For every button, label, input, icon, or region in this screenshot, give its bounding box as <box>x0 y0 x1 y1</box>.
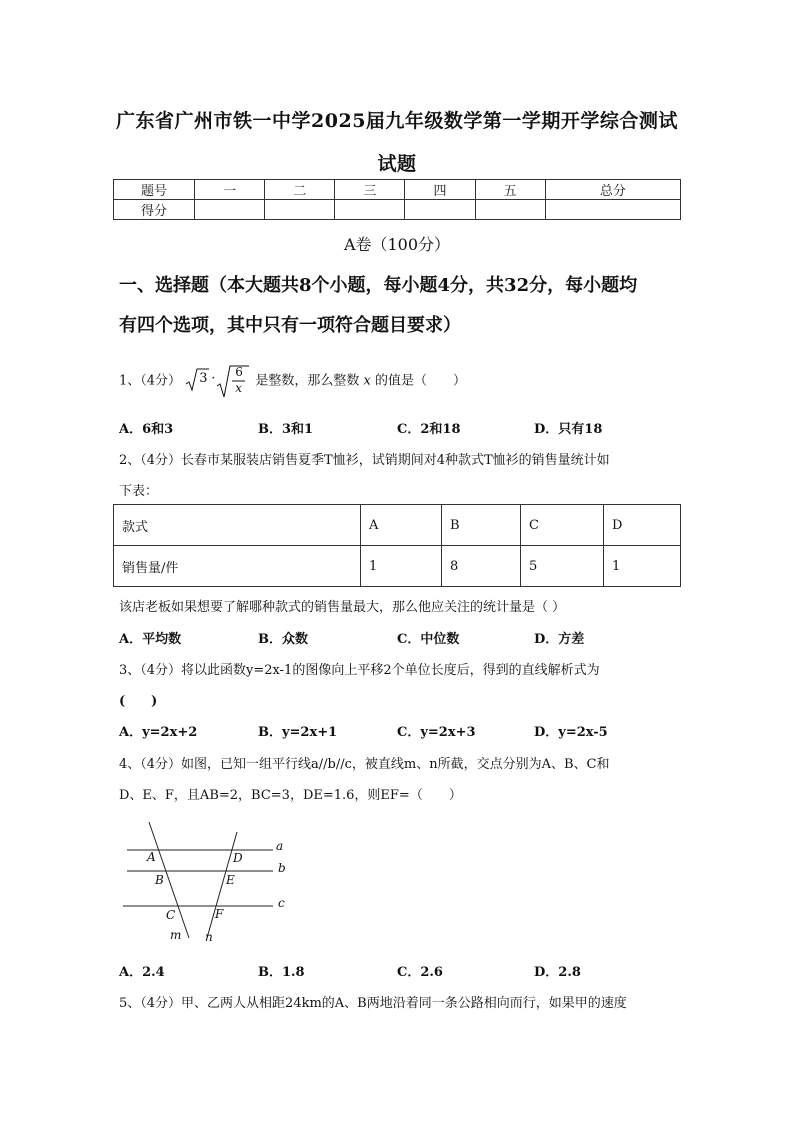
option-a[interactable]: A．平均数 <box>119 632 182 647</box>
question-2: 2、（4分）长春市某服装店销售夏季T恤衫，试销期间对4种款式T恤衫的销售量统计如 <box>119 453 610 468</box>
option-d[interactable]: D．y=2x-5 <box>534 725 608 740</box>
question-4-continued: D、E、F，且AB=2，BC=3，DE=1.6，则EF=（ ） <box>119 788 462 803</box>
question-text: 是整数，那么整数 <box>255 373 360 389</box>
option-c[interactable]: C．2.6 <box>397 965 443 980</box>
label-E: E <box>226 873 235 887</box>
label-B: B <box>155 873 164 887</box>
option-b[interactable]: B．1.8 <box>258 965 305 980</box>
sales-table-cell: 8 <box>442 546 521 587</box>
sqrt-expression <box>185 364 251 398</box>
question-5: 5、（4分）甲、乙两人从相距24km的A、B两地沿着同一条公路相向而行，如果甲的速度 <box>119 996 627 1011</box>
math-variable: x <box>363 373 371 389</box>
fraction-numerator: 6 <box>235 365 243 379</box>
score-input-cell <box>195 200 265 220</box>
sales-table-cell: 1 <box>361 546 442 587</box>
label-b: b <box>278 861 286 875</box>
question-3-continued: ( ) <box>119 694 158 709</box>
answer-options <box>119 961 679 979</box>
option-b[interactable]: B．众数 <box>258 632 308 647</box>
label-A: A <box>147 850 156 864</box>
sales-table-cell: A <box>361 505 442 546</box>
score-table <box>113 179 681 220</box>
volume-heading: A卷（100分） <box>343 235 451 254</box>
sqrt-radicand: 3 <box>199 371 208 386</box>
label-C: C <box>166 908 176 922</box>
option-c[interactable]: C．中位数 <box>397 632 460 647</box>
option-c[interactable]: C．2和18 <box>397 422 461 437</box>
label-n: n <box>205 930 213 944</box>
score-input-cell <box>475 200 545 220</box>
label-D: D <box>233 851 243 865</box>
label-F: F <box>215 907 224 921</box>
option-b[interactable]: B．3和1 <box>258 422 314 437</box>
section-heading <box>119 266 689 346</box>
score-input-cell <box>405 200 475 220</box>
score-table-cell: 总分 <box>545 180 680 200</box>
option-d[interactable]: D．方差 <box>534 632 585 647</box>
option-a[interactable]: A．2.4 <box>119 965 165 980</box>
score-table-cell: 二 <box>265 180 335 200</box>
answer-options <box>119 721 679 739</box>
sales-table-cell: 1 <box>604 546 681 587</box>
sales-table <box>113 504 681 587</box>
question-number: 1、（4分） <box>119 373 182 389</box>
sales-table-cell: B <box>442 505 521 546</box>
sales-table-cell: D <box>604 505 681 546</box>
question-1 <box>119 364 466 400</box>
score-table-cell: 得分 <box>114 200 195 220</box>
score-input-cell <box>265 200 335 220</box>
option-a[interactable]: A．y=2x+2 <box>119 725 198 740</box>
question-3: 3、（4分）将以此函数y=2x-1的图像向上平移2个单位长度后，得到的直线解析式为 <box>119 663 600 678</box>
score-table-cell: 一 <box>195 180 265 200</box>
fraction-denominator: x <box>235 381 242 395</box>
question-text: 的值是（ ） <box>374 373 466 389</box>
score-table-header-row <box>114 180 681 200</box>
score-table-cell: 五 <box>475 180 545 200</box>
sales-table-row <box>114 546 681 587</box>
dot-operator: · <box>211 371 216 386</box>
option-b[interactable]: B．y=2x+1 <box>258 725 338 740</box>
score-table-cell: 题号 <box>114 180 195 200</box>
sales-table-cell: 5 <box>521 546 604 587</box>
answer-options <box>119 628 679 646</box>
score-input-cell <box>545 200 680 220</box>
option-d[interactable]: D．只有18 <box>534 422 603 437</box>
question-4: 4、（4分）如图，已知一组平行线a//b//c，被直线m、n所截，交点分别为A、B、C和 <box>119 757 610 772</box>
label-c: c <box>278 896 285 910</box>
question-2-continued: 下表： <box>119 484 159 499</box>
question-2-prompt: 该店老板如果想要了解哪种款式的销售量最大，那么他应关注的统计量是（ ） <box>119 600 566 615</box>
sales-table-cell: 款式 <box>114 505 361 546</box>
label-a: a <box>276 839 284 853</box>
option-d[interactable]: D．2.8 <box>534 965 581 980</box>
option-c[interactable]: C．y=2x+3 <box>397 725 476 740</box>
page-title-continued: 试题 <box>377 153 417 175</box>
section-heading-line: 一、选择题（本大题共8个小题，每小题4分，共32分，每小题均 <box>119 275 638 296</box>
option-a[interactable]: A．6和3 <box>119 422 174 437</box>
score-table-score-row <box>114 200 681 220</box>
score-input-cell <box>335 200 405 220</box>
section-heading-line: 有四个选项，其中只有一项符合题目要求） <box>119 315 461 336</box>
parallel-lines-figure <box>119 818 299 946</box>
sales-table-cell: 销售量/件 <box>114 546 361 587</box>
sales-table-header-row <box>114 505 681 546</box>
sales-table-cell: C <box>521 505 604 546</box>
label-m: m <box>170 928 182 942</box>
answer-options <box>119 418 679 436</box>
score-table-cell: 三 <box>335 180 405 200</box>
score-table-cell: 四 <box>405 180 475 200</box>
page-title: 广东省广州市铁一中学2025届九年级数学第一学期开学综合测试 <box>116 110 678 132</box>
